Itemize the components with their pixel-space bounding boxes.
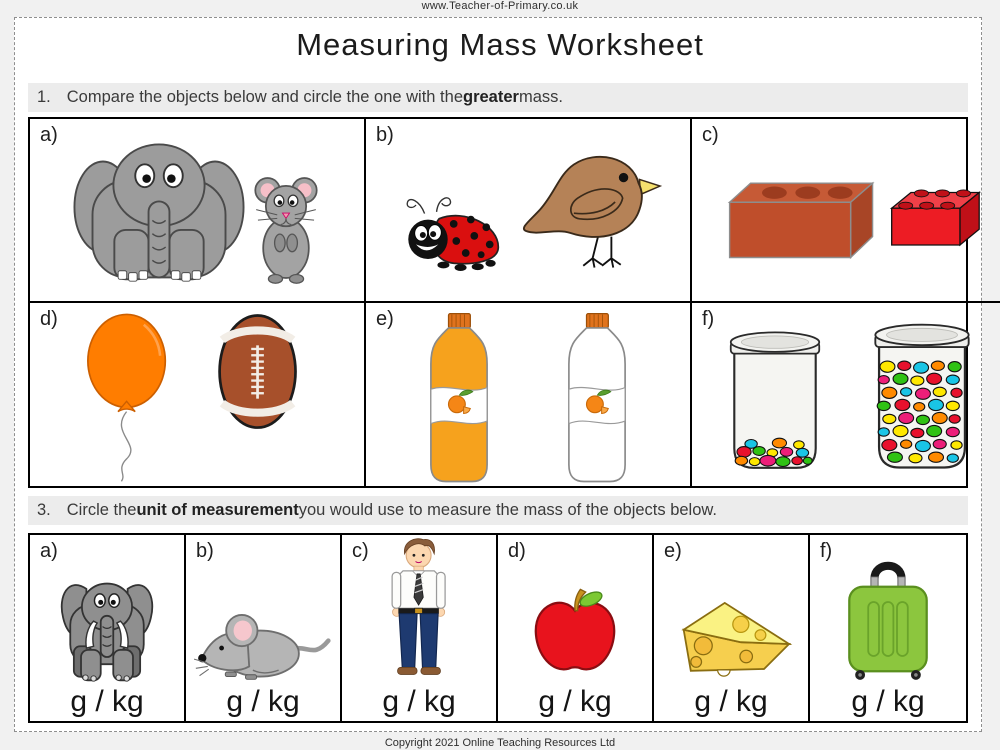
compare-cell-f: [692, 303, 1000, 487]
question-3-post: you would use to measure the mass of the objects below.: [298, 501, 717, 519]
cell-label: a): [40, 540, 58, 562]
cell-label: d): [508, 540, 526, 562]
cell-label: c): [702, 124, 719, 146]
footer-copyright: Copyright 2021 Online Teaching Resources Ltd: [384, 737, 616, 749]
unit-options[interactable]: g / kg: [851, 685, 925, 718]
house-brick-image[interactable]: [722, 171, 884, 263]
cell-label: a): [40, 124, 58, 146]
unit-cell-e: [654, 535, 810, 721]
unit-cell-c: [342, 535, 498, 721]
american-football-image[interactable]: [210, 311, 306, 433]
compare-cell-a: [30, 119, 366, 303]
compare-grid: [28, 117, 968, 488]
jar-full-sweets-image[interactable]: [861, 320, 983, 474]
man-image[interactable]: [380, 535, 458, 683]
unit-grid: [28, 533, 968, 723]
question-1-post: mass.: [518, 88, 563, 106]
cell-label: c): [352, 540, 369, 562]
cell-label: e): [664, 540, 682, 562]
question-3-number: 3.: [37, 501, 51, 519]
compare-cell-c: [692, 119, 1000, 303]
mouse-image[interactable]: [250, 171, 322, 285]
cell-label: d): [40, 307, 58, 330]
unit-cell-f: [810, 535, 966, 721]
balloon-image[interactable]: [72, 311, 176, 483]
header-url: www.Teacher-of-Primary.co.uk: [421, 0, 579, 12]
cell-label: f): [820, 540, 833, 562]
empty-juice-bottle-image[interactable]: [557, 312, 637, 484]
unit-options[interactable]: g / kg: [70, 685, 144, 718]
ladybird-image[interactable]: [392, 191, 512, 273]
unit-cell-d: [498, 535, 654, 721]
unit-options[interactable]: g / kg: [382, 685, 456, 718]
bird-image[interactable]: [512, 145, 662, 273]
elephant-image[interactable]: [68, 133, 250, 285]
cell-label: b): [196, 540, 214, 562]
suitcase-image[interactable]: [836, 557, 940, 683]
page-title: Measuring Mass Worksheet: [296, 27, 704, 62]
apple-image[interactable]: [526, 583, 624, 683]
elephant-small-image[interactable]: [57, 571, 157, 683]
mouse-small-image[interactable]: [194, 603, 332, 683]
compare-cell-e: [366, 303, 692, 487]
unit-options[interactable]: g / kg: [694, 685, 768, 718]
question-3-pre: Circle the: [66, 501, 137, 519]
cell-label: f): [702, 307, 715, 330]
question-1-bold: greater: [463, 88, 519, 106]
question-3-text: [28, 496, 968, 525]
question-3-bold: unit of measurement: [136, 501, 299, 519]
toy-brick-image[interactable]: [884, 182, 986, 252]
unit-options[interactable]: g / kg: [538, 685, 612, 718]
unit-cell-a: [30, 535, 186, 721]
unit-options[interactable]: g / kg: [226, 685, 300, 718]
full-juice-bottle-image[interactable]: [419, 312, 499, 484]
compare-cell-b: [366, 119, 692, 303]
question-1-number: 1.: [37, 88, 51, 106]
compare-cell-d: [30, 303, 366, 487]
cell-label: b): [376, 124, 394, 146]
question-1-pre: Compare the objects below and circle the one with the: [66, 88, 463, 106]
cheese-image[interactable]: [664, 588, 798, 683]
question-1-text: [28, 83, 968, 112]
unit-cell-b: [186, 535, 342, 721]
cell-label: e): [376, 307, 394, 330]
jar-few-sweets-image[interactable]: [717, 328, 833, 474]
